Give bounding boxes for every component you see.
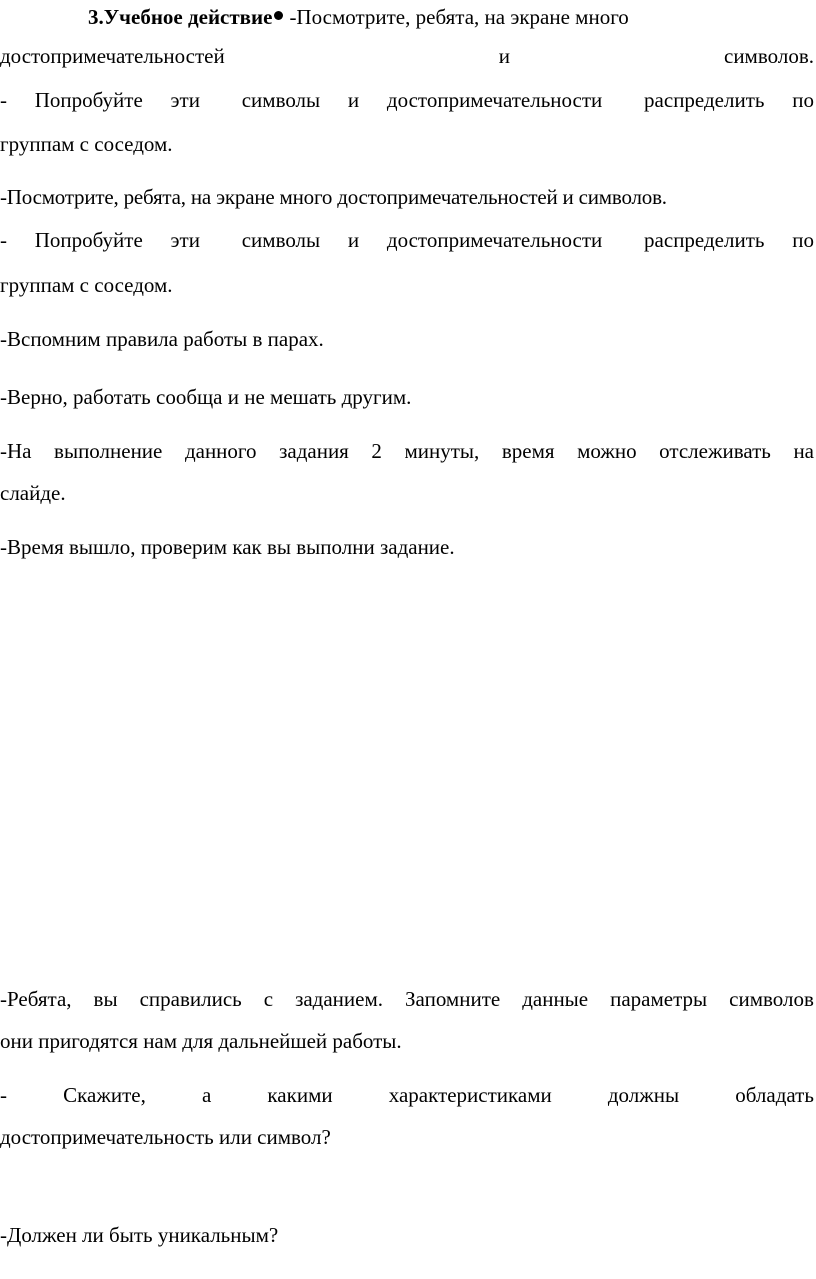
text-line-16: достопримечательность или символ? xyxy=(0,1125,331,1149)
word: и xyxy=(347,88,360,112)
word: Попробуйте xyxy=(34,88,143,112)
word: Запомните xyxy=(405,987,501,1011)
word: - xyxy=(0,228,7,252)
word: символов. xyxy=(724,44,814,68)
word: распределить xyxy=(644,88,765,112)
word: отслеживать xyxy=(659,439,771,463)
heading-text: -Посмотрите, ребята, на экране много xyxy=(289,5,629,29)
word: должны xyxy=(607,1083,680,1107)
word: символы xyxy=(241,88,321,112)
word: и xyxy=(498,44,510,68)
word: достопримечательности xyxy=(386,88,603,112)
text-line-13 xyxy=(0,978,814,1020)
word: символов xyxy=(729,987,814,1011)
text-line-9: -Верно, работать сообща и не мешать другим. xyxy=(0,385,412,409)
text-line-5: -Посмотрите, ребята, на экране много достопримечательностей и символов. xyxy=(0,185,667,209)
word: 2 xyxy=(371,439,382,463)
word: а xyxy=(201,1083,212,1107)
text-line-2 xyxy=(0,35,814,77)
word: эти xyxy=(170,228,200,252)
text-line-17: -Должен ли быть уникальным? xyxy=(0,1223,279,1247)
word: Скажите, xyxy=(63,1083,146,1107)
word: символы xyxy=(241,228,321,252)
word: параметры xyxy=(610,987,708,1011)
word: достопримечательностей xyxy=(0,44,225,68)
word: данного xyxy=(184,439,257,463)
word: -На xyxy=(0,439,32,463)
word: вы xyxy=(93,987,118,1011)
text-line-10 xyxy=(0,430,814,472)
word: задания xyxy=(279,439,349,463)
word: распределить xyxy=(644,228,765,252)
word: Попробуйте xyxy=(34,228,143,252)
word: выполнение xyxy=(54,439,163,463)
bullet-icon xyxy=(274,11,283,20)
word: обладать xyxy=(735,1083,814,1107)
word: -Ребята, xyxy=(0,987,72,1011)
word: по xyxy=(792,228,814,252)
word: какими xyxy=(267,1083,333,1107)
word: время xyxy=(501,439,555,463)
section-title: 3.Учебное действие xyxy=(88,5,273,29)
word: с xyxy=(263,987,274,1011)
text-line-12: -Время вышло, проверим как вы выполни задание. xyxy=(0,535,455,559)
word: эти xyxy=(170,88,200,112)
text-line-7: группам с соседом. xyxy=(0,273,173,297)
word: минуты, xyxy=(404,439,480,463)
heading-line xyxy=(88,0,629,38)
word: справились xyxy=(139,987,242,1011)
text-line-14: они пригодятся нам для дальнейшей работы. xyxy=(0,1029,402,1053)
word: на xyxy=(793,439,814,463)
word: - xyxy=(0,88,7,112)
word: можно xyxy=(577,439,637,463)
word: данные xyxy=(522,987,589,1011)
word: и xyxy=(347,228,360,252)
word: - xyxy=(0,1083,7,1107)
word: заданием. xyxy=(295,987,384,1011)
text-line-6 xyxy=(0,219,814,261)
text-line-11: слайде. xyxy=(0,481,66,505)
word: характеристиками xyxy=(388,1083,552,1107)
word: по xyxy=(792,88,814,112)
text-line-15 xyxy=(0,1074,814,1116)
text-line-8: -Вспомним правила работы в парах. xyxy=(0,327,324,351)
text-line-3 xyxy=(0,79,814,121)
text-line-4: группам с соседом. xyxy=(0,132,173,156)
word: достопримечательности xyxy=(386,228,603,252)
